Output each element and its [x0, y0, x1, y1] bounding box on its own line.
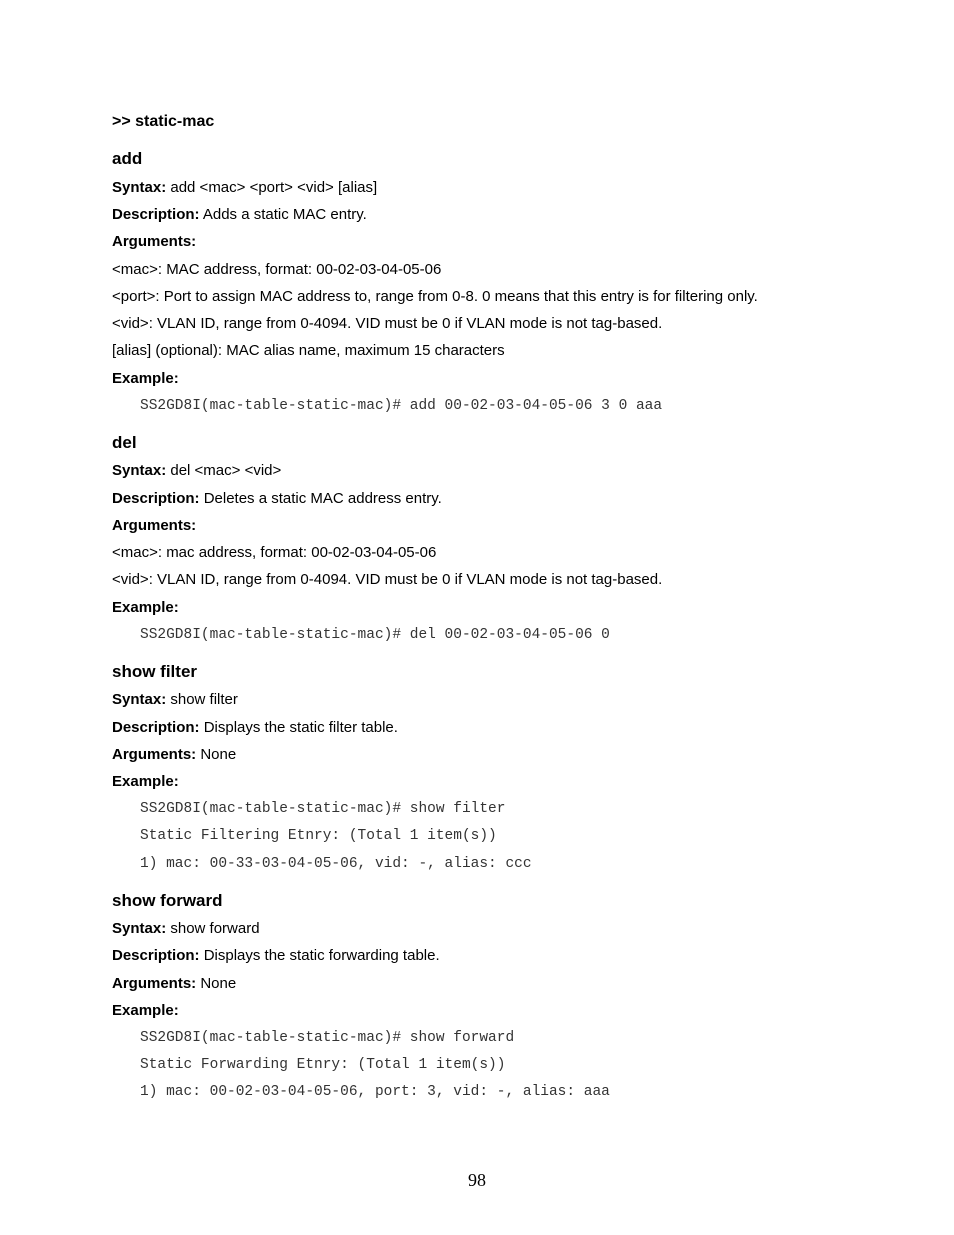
syntax-line-add	[112, 179, 377, 197]
argument-item: [alias] (optional): MAC alias name, maximum 15 characters	[112, 342, 505, 359]
syntax-label: Syntax:	[112, 179, 167, 196]
arguments-label-add: Arguments:	[112, 233, 197, 250]
description-line-show-forward	[112, 947, 440, 965]
arguments-label: Arguments:	[112, 746, 197, 763]
example-code-line: 1) mac: 00-33-03-04-05-06, vid: -, alias: ccc	[140, 856, 532, 872]
example-label-add: Example:	[112, 370, 179, 387]
command-heading-del: del	[112, 433, 137, 452]
example-label-show-filter: Example:	[112, 773, 179, 790]
arguments-line-show-forward	[112, 975, 236, 993]
argument-item: <vid>: VLAN ID, range from 0-4094. VID must be 0 if VLAN mode is not tag-based.	[112, 315, 663, 332]
description-line-add	[112, 206, 367, 224]
syntax-line-show-filter	[112, 691, 238, 709]
description-text: Displays the static filter table.	[203, 719, 398, 736]
command-heading-add: add	[112, 149, 143, 168]
arguments-label: Arguments:	[112, 975, 197, 992]
argument-item: <port>: Port to assign MAC address to, range from 0-8. 0 means that this entry is for filtering only.	[112, 288, 758, 305]
example-code-line: 1) mac: 00-02-03-04-05-06, port: 3, vid: -, alias: aaa	[140, 1084, 610, 1100]
argument-item: <mac>: mac address, format: 00-02-03-04-05-06	[112, 544, 437, 561]
command-heading-show-filter: show filter	[112, 662, 198, 681]
syntax-text: add <mac> <port> <vid> [alias]	[170, 179, 378, 196]
argument-item: <vid>: VLAN ID, range from 0-4094. VID must be 0 if VLAN mode is not tag-based.	[112, 571, 663, 588]
description-line-del	[112, 490, 442, 508]
description-text: Adds a static MAC entry.	[202, 206, 367, 223]
syntax-text: del <mac> <vid>	[170, 462, 282, 479]
example-label-del: Example:	[112, 599, 179, 616]
arguments-label-del: Arguments:	[112, 517, 197, 534]
argument-item: <mac>: MAC address, format: 00-02-03-04-05-06	[112, 261, 442, 278]
arguments-value: None	[200, 975, 237, 992]
syntax-label: Syntax:	[112, 691, 167, 708]
example-code-line: Static Filtering Etnry: (Total 1 item(s))	[140, 828, 497, 844]
description-label: Description:	[112, 206, 200, 223]
page-number: 98	[468, 1170, 486, 1190]
description-line-show-filter	[112, 719, 398, 737]
syntax-label: Syntax:	[112, 462, 167, 479]
syntax-line-del	[112, 462, 281, 480]
command-heading-show-forward: show forward	[112, 891, 223, 910]
syntax-label: Syntax:	[112, 920, 167, 937]
example-code-line: SS2GD8I(mac-table-static-mac)# show forward	[140, 1030, 515, 1046]
example-code-line: SS2GD8I(mac-table-static-mac)# del 00-02-03-04-05-06 0	[140, 627, 610, 643]
example-code-line: Static Forwarding Etnry: (Total 1 item(s))	[140, 1057, 506, 1073]
syntax-text: show forward	[170, 920, 260, 937]
description-text: Displays the static forwarding table.	[203, 947, 440, 964]
example-code-line: SS2GD8I(mac-table-static-mac)# show filter	[140, 801, 506, 817]
description-text: Deletes a static MAC address entry.	[203, 490, 442, 507]
example-label-show-forward: Example:	[112, 1002, 179, 1019]
example-code-line: SS2GD8I(mac-table-static-mac)# add 00-02-03-04-05-06 3 0 aaa	[140, 398, 663, 414]
description-label: Description:	[112, 719, 200, 736]
syntax-line-show-forward	[112, 920, 260, 938]
description-label: Description:	[112, 947, 200, 964]
section-title: >> static-mac	[112, 113, 215, 130]
syntax-text: show filter	[170, 691, 238, 708]
description-label: Description:	[112, 490, 200, 507]
arguments-value: None	[200, 746, 237, 763]
arguments-line-show-filter	[112, 746, 236, 764]
